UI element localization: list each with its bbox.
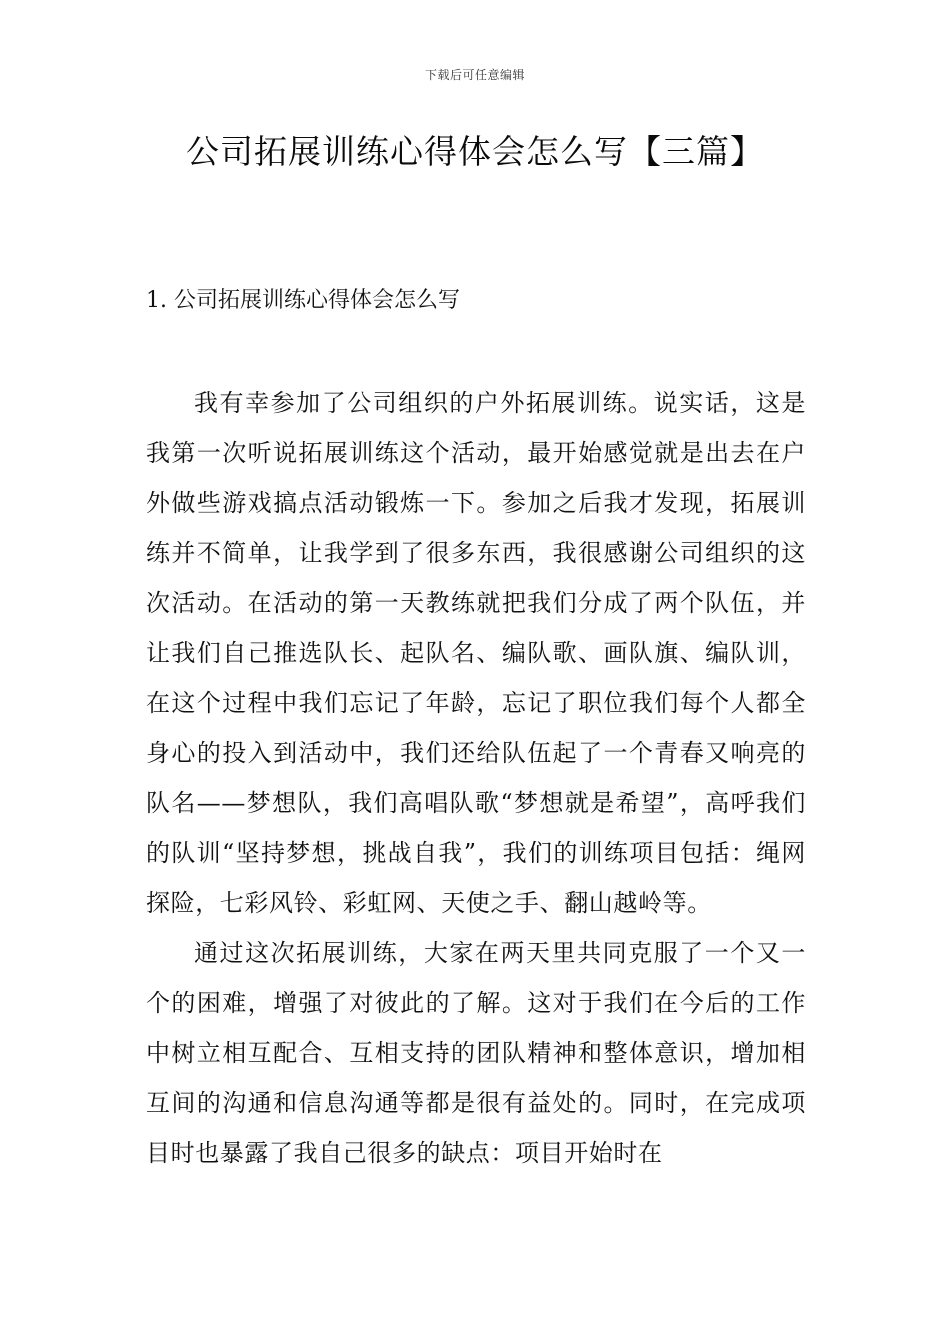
body-text — [146, 378, 806, 1178]
paragraph: 我有幸参加了公司组织的户外拓展训练。说实话，这是我第一次听说拓展训练这个活动，最开始感觉就是出去在户外做些游戏搞点活动锻炼一下。参加之后我才发现，拓展训练并不简单，让我学到了很多东西，我很感谢公司组织的这次活动。在活动的第一天教练就把我们分成了两个队伍，并让我们自己推选队长、起队名、编队歌、画队旗、编队训，在这个过程中我们忘记了年龄，忘记了职位我们每个人都全身心的投入到活动中，我们还给队伍起了一个青春又响亮的队名——梦想队，我们高唱队歌“梦想就是希望”，高呼我们的队训“坚持梦想，挑战自我”，我们的训练项目包括：绳网探险，七彩风铃、彩虹网、天使之手、翻山越岭等。 — [146, 389, 806, 917]
paragraph: 通过这次拓展训练，大家在两天里共同克服了一个又一个的困难，增强了对彼此的了解。这对于我们在今后的工作中树立相互配合、互相支持的团队精神和整体意识，增加相互间的沟通和信息沟通等都是很有益处的。同时，在完成项目时也暴露了我自己很多的缺点：项目开始时在 — [146, 939, 806, 1167]
section-heading: 1. 公司拓展训练心得体会怎么写 — [146, 288, 460, 313]
document-title: 公司拓展训练心得体会怎么写【三篇】 — [186, 132, 764, 171]
header-note: 下载后可任意编辑 — [424, 68, 525, 82]
